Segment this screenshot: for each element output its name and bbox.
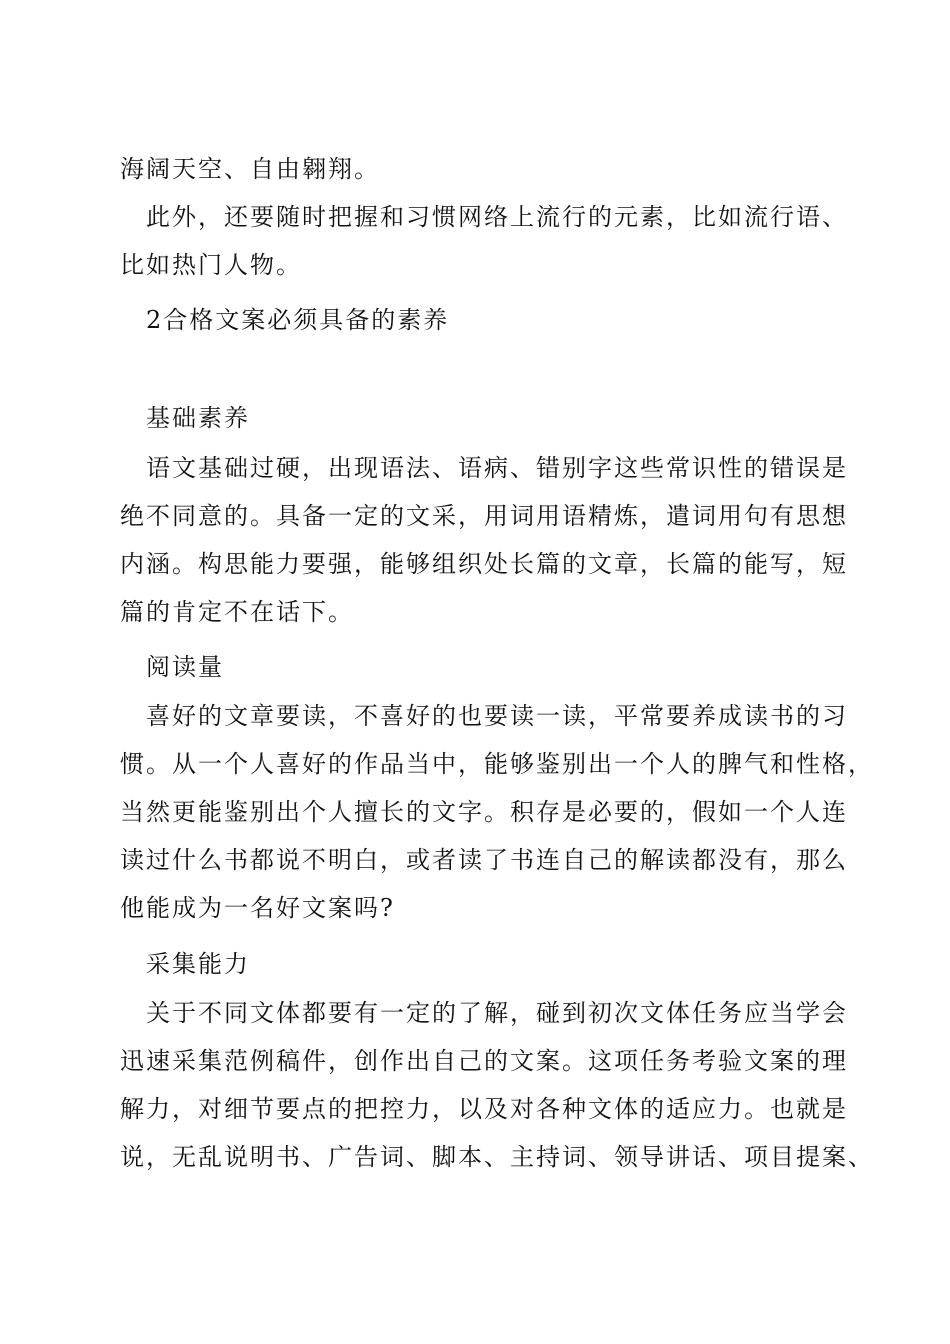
subheading: 基础素养 (146, 404, 250, 432)
paragraph-sky (120, 145, 835, 193)
text-line: 读过什么书都说不明白，或者读了书连自己的解读都没有，那么 (120, 846, 848, 874)
text-line: 迅速采集范例稿件，创作出自己的文案。这项任务考验文案的理 (120, 1047, 848, 1075)
text-line: 惯。从一个人喜好的作品当中，能够鉴别出一个人的脾气和性格， (120, 750, 874, 778)
text-line: 内涵。构思能力要强，能够组织处长篇的文章，长篇的能写，短 (120, 550, 848, 578)
text-line: 喜好的文章要读，不喜好的也要读一读，平常要养成读书的习 (146, 702, 848, 730)
text-line: 他能成为一名好文案吗? (120, 894, 395, 922)
section-heading (120, 296, 835, 344)
subheading-basics (120, 394, 835, 442)
text-line: 绝不同意的。具备一定的文采，用词用语精炼，遣词用句有思想 (120, 502, 848, 530)
paragraph-collecting (120, 989, 874, 1181)
paragraph-trends (120, 193, 848, 289)
subheading: 阅读量 (146, 653, 224, 681)
paragraph-basics (120, 444, 848, 636)
text-line: 海阔天空、自由翱翔。 (120, 155, 380, 183)
section-title: 2合格文案必须具备的素养 (146, 306, 450, 334)
text-line: 关于不同文体都要有一定的了解，碰到初次文体任务应当学会 (146, 999, 848, 1027)
text-line: 比如热门人物。 (120, 251, 302, 279)
subheading-reading (120, 643, 835, 691)
text-line: 解力，对细节要点的把控力，以及对各种文体的适应力。也就是 (120, 1095, 848, 1123)
text-line: 此外，还要随时把握和习惯网络上流行的元素，比如流行语、 (146, 203, 848, 231)
text-line: 语文基础过硬，出现语法、语病、错别字这些常识性的错误是 (146, 454, 848, 482)
paragraph-reading (120, 692, 874, 932)
text-line: 说，无乱说明书、广告词、脚本、主持词、领导讲话、项目提案、 (120, 1143, 874, 1171)
text-line: 篇的肯定不在话下。 (120, 598, 354, 626)
subheading: 采集能力 (146, 950, 250, 978)
subheading-collecting (120, 940, 835, 988)
text-line: 当然更能鉴别出个人擅长的文字。积存是必要的，假如一个人连 (120, 798, 848, 826)
